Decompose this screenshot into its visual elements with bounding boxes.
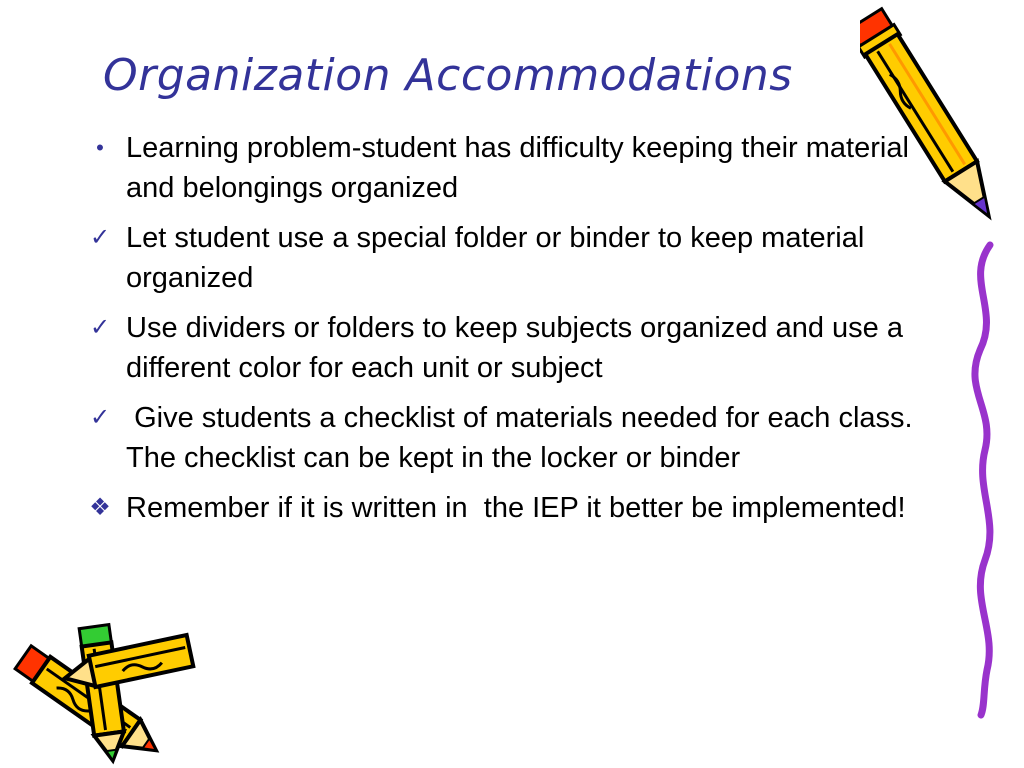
pencil-icon [860, 0, 1010, 250]
crossed-pencils-icon [0, 615, 210, 765]
checkmark-icon: ✓ [89, 404, 111, 431]
four-diamond-icon: ❖ [89, 494, 111, 521]
bullet-text: Remember if it is written in the IEP it better be implemented! [126, 492, 906, 524]
bullet-item [82, 128, 942, 208]
bullet-list [82, 128, 942, 538]
squiggle-line-icon [955, 240, 1015, 720]
bullet-item [82, 218, 942, 298]
bullet-item [82, 398, 942, 478]
bullet-text: Give students a checklist of materials needed for each class. The checklist can be kept in the locker or binder [126, 402, 921, 474]
bullet-item [82, 488, 942, 528]
checkmark-icon: ✓ [89, 224, 111, 251]
bullet-text: Learning problem-student has difficulty keeping their material and belongings organized [126, 132, 909, 204]
checkmark-icon: ✓ [89, 314, 111, 341]
bullet-text: Let student use a special folder or binder to keep material organized [126, 222, 865, 294]
slide-title: Organization Accommodations [103, 50, 793, 101]
round-bullet-icon: • [96, 135, 104, 160]
bullet-item [82, 308, 942, 388]
bullet-text: Use dividers or folders to keep subjects organized and use a different color for each unit or subject [126, 312, 903, 384]
